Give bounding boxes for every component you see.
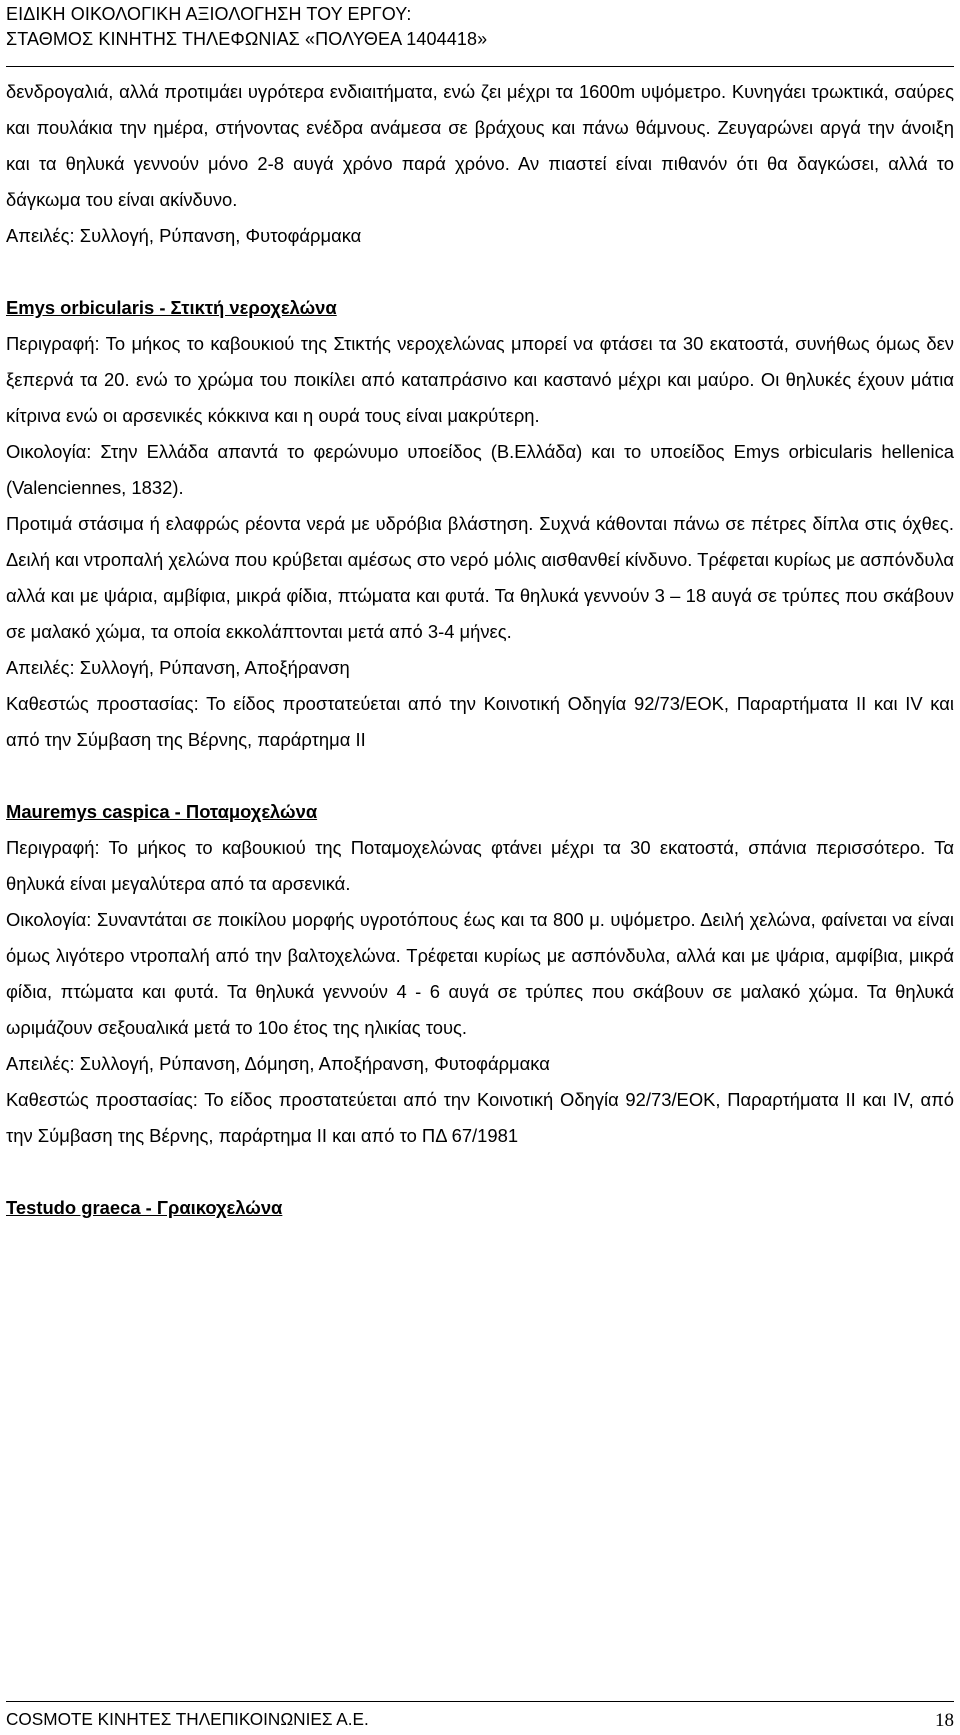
document-body: [6, 74, 954, 1226]
footer-company-name: COSMOTE ΚΙΝΗΤΕΣ ΤΗΛΕΠΙΚΟΙΝΩΝΙΕΣ Α.Ε.: [6, 1709, 369, 1729]
species-1-protection: Καθεστώς προστασίας: Το είδος προστατεύεται από την Κοινοτική Οδηγία 92/73/ΕΟΚ, Παραρτήματα ΙΙ και IV και από την Σύμβαση της Βέρνης, παράρτημα ΙΙ: [6, 693, 954, 750]
intro-paragraph: δενδρογαλιά, αλλά προτιμάει υγρότερα ενδιαιτήματα, ενώ ζει μέχρι τα 1600m υψόμετρο. Κυνηγάει τρωκτικά, σαύρες και πουλάκια την ημέρα, στήνοντας ενέδρα ανάμεσα σε βράχους και πάνω θάμνους. Ζευγαρώνει αργά την άνοιξη και τα θηλυκά γεννούν μόνο 2-8 αυγά χρόνο παρά χρόνο. Αν πιαστεί είναι πιθανόν ότι θα δαγκώσει, αλλά το δάγκωμα του είναι ακίνδυνο.: [6, 81, 954, 210]
species-2-threats: Απειλές: Συλλογή, Ρύπανση, Δόμηση, Αποξήρανση, Φυτοφάρμακα: [6, 1053, 550, 1074]
page-header: [6, 2, 954, 67]
species-1-habitat: Προτιμά στάσιμα ή ελαφρώς ρέοντα νερά με υδρόβια βλάστηση. Συχνά κάθονται πάνω σε πέτρες δίπλα στις όχθες. Δειλή και ντροπαλή χελώνα που κρύβεται αμέσως στο νερό μόλις αισθανθεί κίνδυνο. Τρέφεται κυρίως με ασπόνδυλα αλλά και με ψάρια, αμβίφια, μικρά φίδια, πτώματα και φυτά. Τα θηλυκά γεννούν 3 – 18 αυγά σε τρύπες που σκάβουν σε μαλακό χώμα, τα οποία εκκολάπτονται μετά από 3-4 μήνες.: [6, 513, 954, 642]
paragraph-gap: [6, 758, 954, 794]
intro-threats: Απειλές: Συλλογή, Ρύπανση, Φυτοφάρμακα: [6, 225, 362, 246]
species-2-ecology: Οικολογία: Συναντάται σε ποικίλου μορφής υγροτόπους έως και τα 800 μ. υψόμετρο. Δειλή χελώνα, φαίνεται να είναι όμως λιγότερο ντροπαλή από την βαλτοχελώνα. Τρέφεται κυρίως με ασπόνδυλα, αλλά και με ψάρια, αμφίβια, μικρά φίδια, πτώματα και φυτά. Τα θηλυκά γεννούν 4 - 6 αυγά σε τρύπες που σκάβουν σε μαλακό χώμα. Τα θηλυκά ωριμάζουν σεξουαλικά μετά το 10ο έτος της ηλικίας τους.: [6, 909, 954, 1038]
species-2-protection: Καθεστώς προστασίας: Το είδος προστατεύεται από την Κοινοτική Οδηγία 92/73/ΕΟΚ, Παραρτήματα ΙΙ και IV, από την Σύμβαση της Βέρνης, παράρτημα ΙΙ και από το ΠΔ 67/1981: [6, 1089, 954, 1146]
species-2-description: Περιγραφή: Το μήκος το καβουκιού της Ποταμοχελώνας φτάνει μέχρι τα 30 εκατοστά, σπάνια περισσότερο. Τα θηλυκά είναι μεγαλύτερα από τα αρσενικά.: [6, 837, 954, 894]
species-2-title: Mauremys caspica - Ποταμοχελώνα: [6, 801, 318, 822]
paragraph-gap: [6, 1154, 954, 1190]
header-title-line-2: ΣΤΑΘΜΟΣ ΚΙΝΗΤΗΣ ΤΗΛΕΦΩΝΙΑΣ «ΠΟΛΥΘΕΑ 1404418»: [6, 29, 488, 49]
species-1-ecology: Οικολογία: Στην Ελλάδα απαντά το φερώνυμο υποείδος (Β.Ελλάδα) και το υποείδος Emys orbicularis hellenica (Valenciennes, 1832).: [6, 441, 954, 498]
header-title-line-1: ΕΙΔΙΚΗ ΟΙΚΟΛΟΓΙΚΗ ΑΞΙΟΛΟΓΗΣΗ ΤΟΥ ΕΡΓΟΥ:: [6, 4, 412, 24]
paragraph-gap: [6, 254, 954, 290]
species-1-threats: Απειλές: Συλλογή, Ρύπανση, Αποξήρανση: [6, 657, 350, 678]
page-footer: [6, 1701, 954, 1732]
species-3-title: Testudo graeca - Γραικοχελώνα: [6, 1197, 283, 1218]
species-1-title: Emys orbicularis - Στικτή νεροχελώνα: [6, 297, 337, 318]
species-1-description: Περιγραφή: Το μήκος το καβουκιού της Στικτής νεροχελώνας μπορεί να φτάσει τα 30 εκατοστά, συνήθως όμως δεν ξεπερνά τα 20. ενώ το χρώμα του ποικίλει από καταπράσινο και καστανό μέχρι και μαύρο. Οι θηλυκές έχουν μάτια κίτρινα ενώ οι αρσενικές κόκκινα και η ουρά τους είναι μακρύτερη.: [6, 333, 954, 426]
page-number: 18: [935, 1710, 954, 1731]
